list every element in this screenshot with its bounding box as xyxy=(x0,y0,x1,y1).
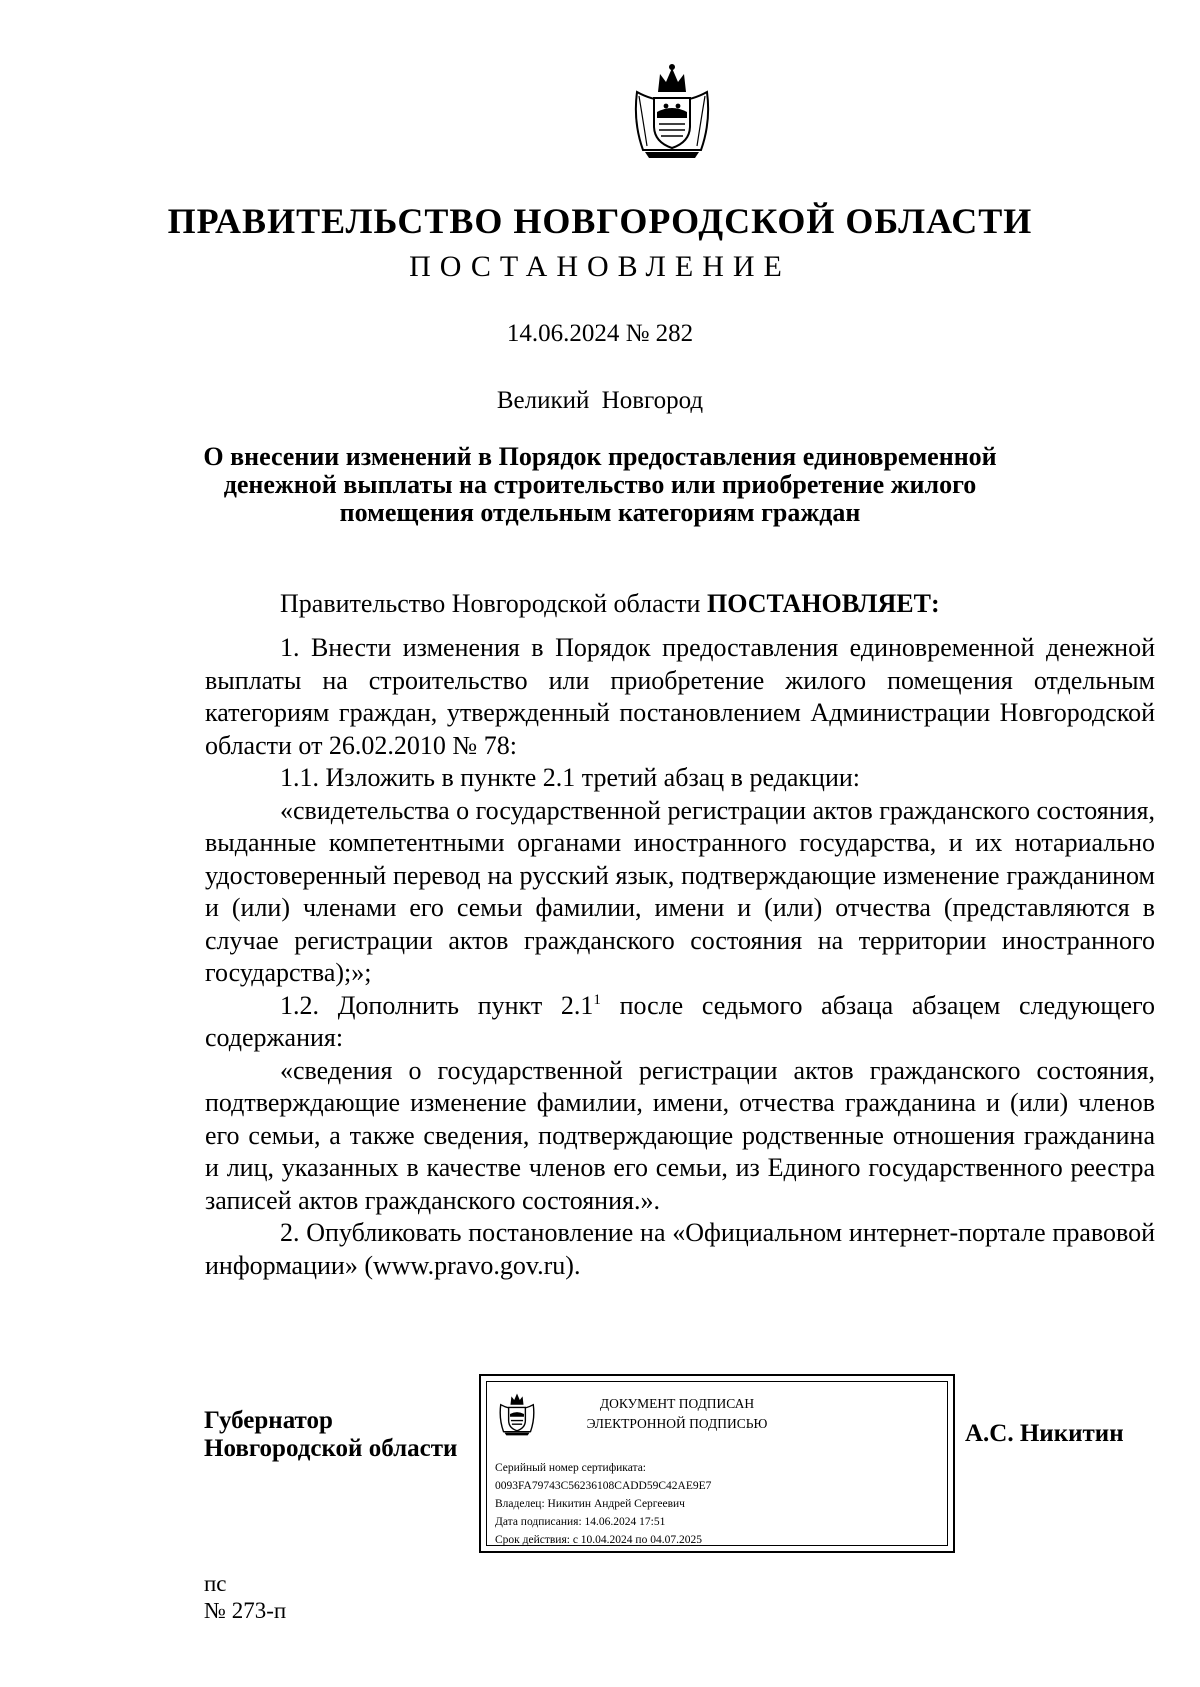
intro-paragraph xyxy=(205,588,1155,621)
certificate-label: Серийный номер сертификата: xyxy=(495,1462,646,1474)
stamp-heading xyxy=(577,1394,777,1434)
reference-line: № 273-п xyxy=(204,1598,287,1623)
document-title xyxy=(0,443,1200,527)
paragraph-1-1: 1.1. Изложить в пункте 2.1 третий абзац в редакции: xyxy=(280,763,861,792)
document-title-line: О внесении изменений в Порядок предоставления единовременной xyxy=(203,442,997,471)
superscript: 1 xyxy=(593,991,601,1008)
stamp-heading-line: ЭЛЕКТРОННОЙ ПОДПИСЬЮ xyxy=(586,1416,768,1431)
document-date-number: 14.06.2024 № 282 xyxy=(506,320,694,347)
stamp-coat-of-arms-icon xyxy=(497,1390,537,1438)
paragraph-1-2-start: 1.2. Дополнить пункт 2.1 xyxy=(280,990,594,1020)
document-type: ПОСТАНОВЛЕНИЕ xyxy=(409,250,791,283)
signatory-position xyxy=(204,1407,457,1463)
signatory-position-line: Новгородской области xyxy=(204,1435,458,1462)
signing-date: Дата подписания: 14.06.2024 17:51 xyxy=(495,1516,666,1528)
certificate-owner: Владелец: Никитин Андрей Сергеевич xyxy=(495,1498,685,1510)
signer-name: А.С. Никитин xyxy=(965,1420,1124,1447)
document-body xyxy=(205,632,1155,1282)
stamp-details xyxy=(495,1459,711,1549)
document-title-line: денежной выплаты на строительство или приобретение жилого xyxy=(223,470,977,499)
intro-emphasis: ПОСТАНОВЛЯЕТ: xyxy=(706,589,940,618)
paragraph-1: 1. Внести изменения в Порядок предоставления единовременной денежной выплаты на строительство или приобретение жилого помещения отдельным категориям граждан, утвержденный постановлением Администрации Новгородской области от 26.02.2010 № 78: xyxy=(205,633,1155,760)
stamp-heading-line: ДОКУМЕНТ ПОДПИСАН xyxy=(599,1396,755,1411)
reference-line: пс xyxy=(204,1571,227,1596)
certificate-number: 0093FA79743C56236108CADD59C42AE9E7 xyxy=(495,1480,712,1492)
quoted-paragraph-1: «свидетельства о государственной регистрации актов гражданского состояния, выданные компетентными органами иностранного государства, и их нотариально удостоверенный перевод на русский язык, подтверждающие изменение гражданином и (или) членами его семьи фамилии, имени и (или) отчества (представляются в случае регистрации актов гражданского состояния на территории иностранного государства);»; xyxy=(205,795,1155,987)
intro-text: Правительство Новгородской области xyxy=(280,589,707,618)
paragraph-1-2 xyxy=(205,990,1155,1055)
paragraph-2: 2. Опубликовать постановление на «Официальном интернет-портале правовой информации» (www.pravo.gov.ru). xyxy=(205,1218,1155,1280)
stamp-inner-frame xyxy=(486,1381,948,1546)
organization-name: ПРАВИТЕЛЬСТВО НОВГОРОДСКОЙ ОБЛАСТИ xyxy=(167,201,1033,241)
quoted-paragraph-2: «сведения о государственной регистрации актов гражданского состояния, подтверждающие изменение фамилии, имени, отчества гражданина и (или) членов его семьи, а также сведения, подтверждающие родственные отношения гражданина и лиц, указанных в качестве членов его семьи, из Единого государственного реестра записей актов гражданского состояния.». xyxy=(205,1055,1155,1215)
document-title-line: помещения отдельным категориям граждан xyxy=(339,498,861,527)
paragraph-1-2-end: после седьмого абзаца абзацем следующего содержания: xyxy=(205,990,1155,1052)
reference-mark xyxy=(204,1570,286,1624)
e-signature-stamp xyxy=(479,1374,955,1553)
certificate-validity: Срок действия: с 10.04.2024 по 04.07.2025 xyxy=(495,1534,702,1546)
coat-of-arms-icon xyxy=(629,62,715,162)
document-city: Великий Новгород xyxy=(496,387,704,414)
signatory-position-line: Губернатор xyxy=(204,1407,333,1434)
